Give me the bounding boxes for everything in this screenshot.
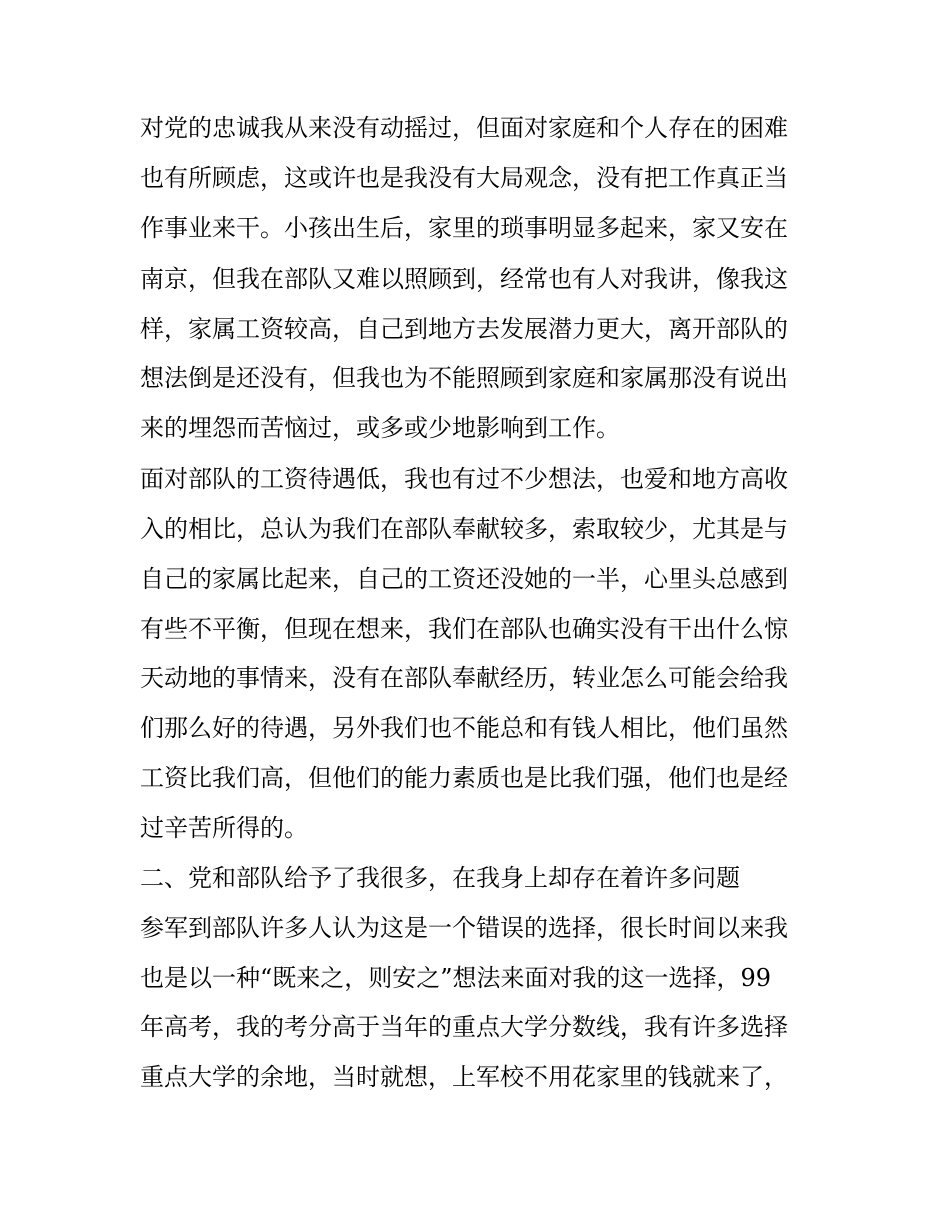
text-line: 想法倒是还没有，但我也为不能照顾到家庭和家属那没有说出 [140,364,788,392]
text-line: 也有所顾虑，这或许也是我没有大局观念，没有把工作真正当 [140,164,788,192]
text-line: 对党的忠诚我从来没有动摇过，但面对家庭和个人存在的困难 [140,114,788,142]
text-line: 重点大学的余地，当时就想，上军校不用花家里的钱就来了， [140,1063,788,1091]
section-heading: 二、党和部队给予了我很多，在我身上却存在着许多问题 [140,864,740,892]
text-line: 入的相比，总认为我们在部队奉献较多，索取较少，尤其是与 [140,515,788,543]
text-line: 年高考，我的考分高于当年的重点大学分数线，我有许多选择 [140,1013,788,1041]
text-line: 面对部队的工资待遇低，我也有过不少想法，也爱和地方高收 [140,465,788,493]
text-line: 自己的家属比起来，自己的工资还没她的一半，心里头总感到 [140,565,788,593]
text-line: 工资比我们高，但他们的能力素质也是比我们强，他们也是经 [140,764,788,792]
text-line: 作事业来干。小孩出生后，家里的琐事明显多起来，家又安在 [140,214,788,242]
text-line: 参军到部队许多人认为这是一个错误的选择，很长时间以来我 [140,914,788,942]
text-line: 来的埋怨而苦恼过，或多或少地影响到工作。 [140,414,620,442]
text-line: 南京，但我在部队又难以照顾到，经常也有人对我讲，像我这 [140,265,788,293]
text-line: 过辛苦所得的。 [140,814,308,842]
text-line: 天动地的事情来，没有在部队奉献经历，转业怎么可能会给我 [140,664,788,692]
text-line: 有些不平衡，但现在想来，我们在部队也确实没有干出什么惊 [140,615,788,643]
text-line: 们那么好的待遇，另外我们也不能总和有钱人相比，他们虽然 [140,714,788,742]
text-line: 也是以一种“既来之，则安之”想法来面对我的这一选择，99 [140,964,772,992]
text-line: 样，家属工资较高，自己到地方去发展潜力更大，离开部队的 [140,315,788,343]
